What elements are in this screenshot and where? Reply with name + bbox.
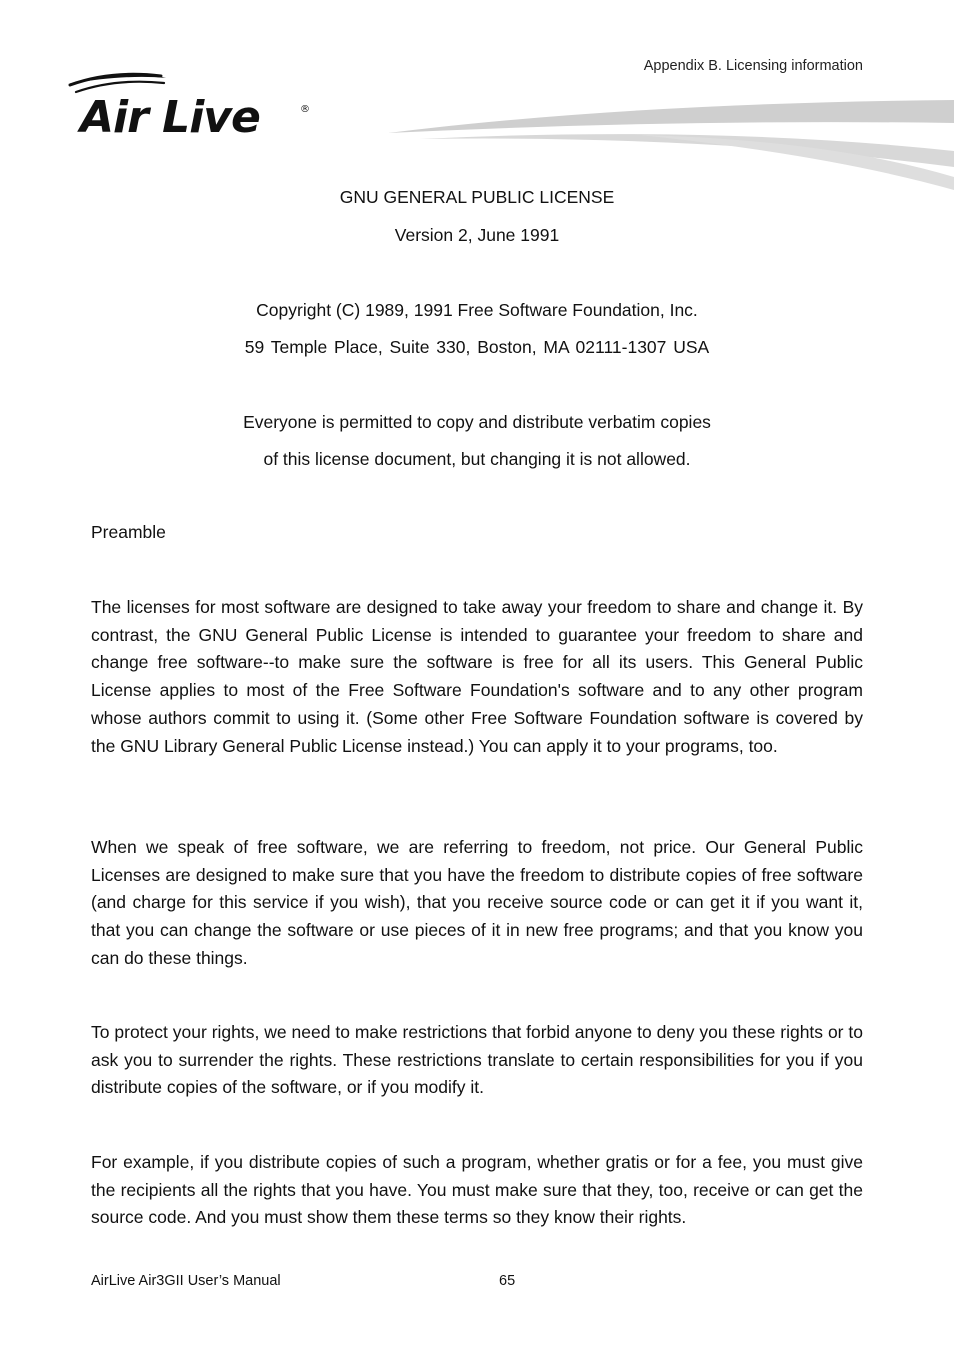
paragraph: For example, if you distribute copies of such a program, whether gratis or for a fee, you must give the recipients all the rights that you have. You must make sure that they, too, receive or can get the source code. And you must show them these terms so they know their rights. bbox=[91, 1152, 863, 1228]
license-version: Version 2, June 1991 bbox=[394, 225, 560, 245]
page-number: 65 bbox=[499, 1273, 516, 1289]
license-title: GNU GENERAL PUBLIC LICENSE bbox=[339, 187, 615, 207]
paragraph: To protect your rights, we need to make restrictions that forbid anyone to deny you these rights or to ask you to surrender the rights. These restrictions translate to certain responsibilities for you if you distribute copies of the software, or if you modify it. bbox=[91, 1022, 863, 1098]
footer-manual-title: AirLive Air3GII User’s Manual bbox=[91, 1273, 281, 1289]
paragraph: The licenses for most software are designed to take away your freedom to share and change it. By contrast, the GNU General Public License is intended to guarantee your freedom to share and change free software--to make sure the software is free for all its users. This General Public License applies to most of the Free Software Foundation's software and to any other program whose authors commit to using it. (Some other Free Software Foundation software is covered by the GNU Library General Public License instead.) You can apply it to your programs, too. bbox=[91, 597, 863, 756]
permission-line-1: Everyone is permitted to copy and distribute verbatim copies bbox=[243, 412, 711, 432]
header-swoosh bbox=[380, 95, 954, 195]
section-header: Appendix B. Licensing information bbox=[643, 58, 863, 74]
registered-mark: ® bbox=[300, 104, 310, 115]
copyright-line: Copyright (C) 1989, 1991 Free Software Foundation, Inc. bbox=[256, 300, 698, 320]
address-line: 59 Temple Place, Suite 330, Boston, MA 02111-1307 USA bbox=[244, 337, 710, 357]
preamble-heading: Preamble bbox=[91, 522, 166, 542]
logo-text: Air Live bbox=[80, 92, 260, 140]
permission-line-2: of this license document, but changing it is not allowed. bbox=[263, 449, 691, 469]
airlive-logo bbox=[66, 68, 316, 140]
paragraph: When we speak of free software, we are referring to freedom, not price. Our General Public Licenses are designed to make sure that you have the freedom to distribute copies of free software (and charge for this service if you wish), that you receive source code or can get it if you want it, that you can change the software or use pieces of it in new free programs; and that you know you can do these things. bbox=[91, 837, 863, 968]
